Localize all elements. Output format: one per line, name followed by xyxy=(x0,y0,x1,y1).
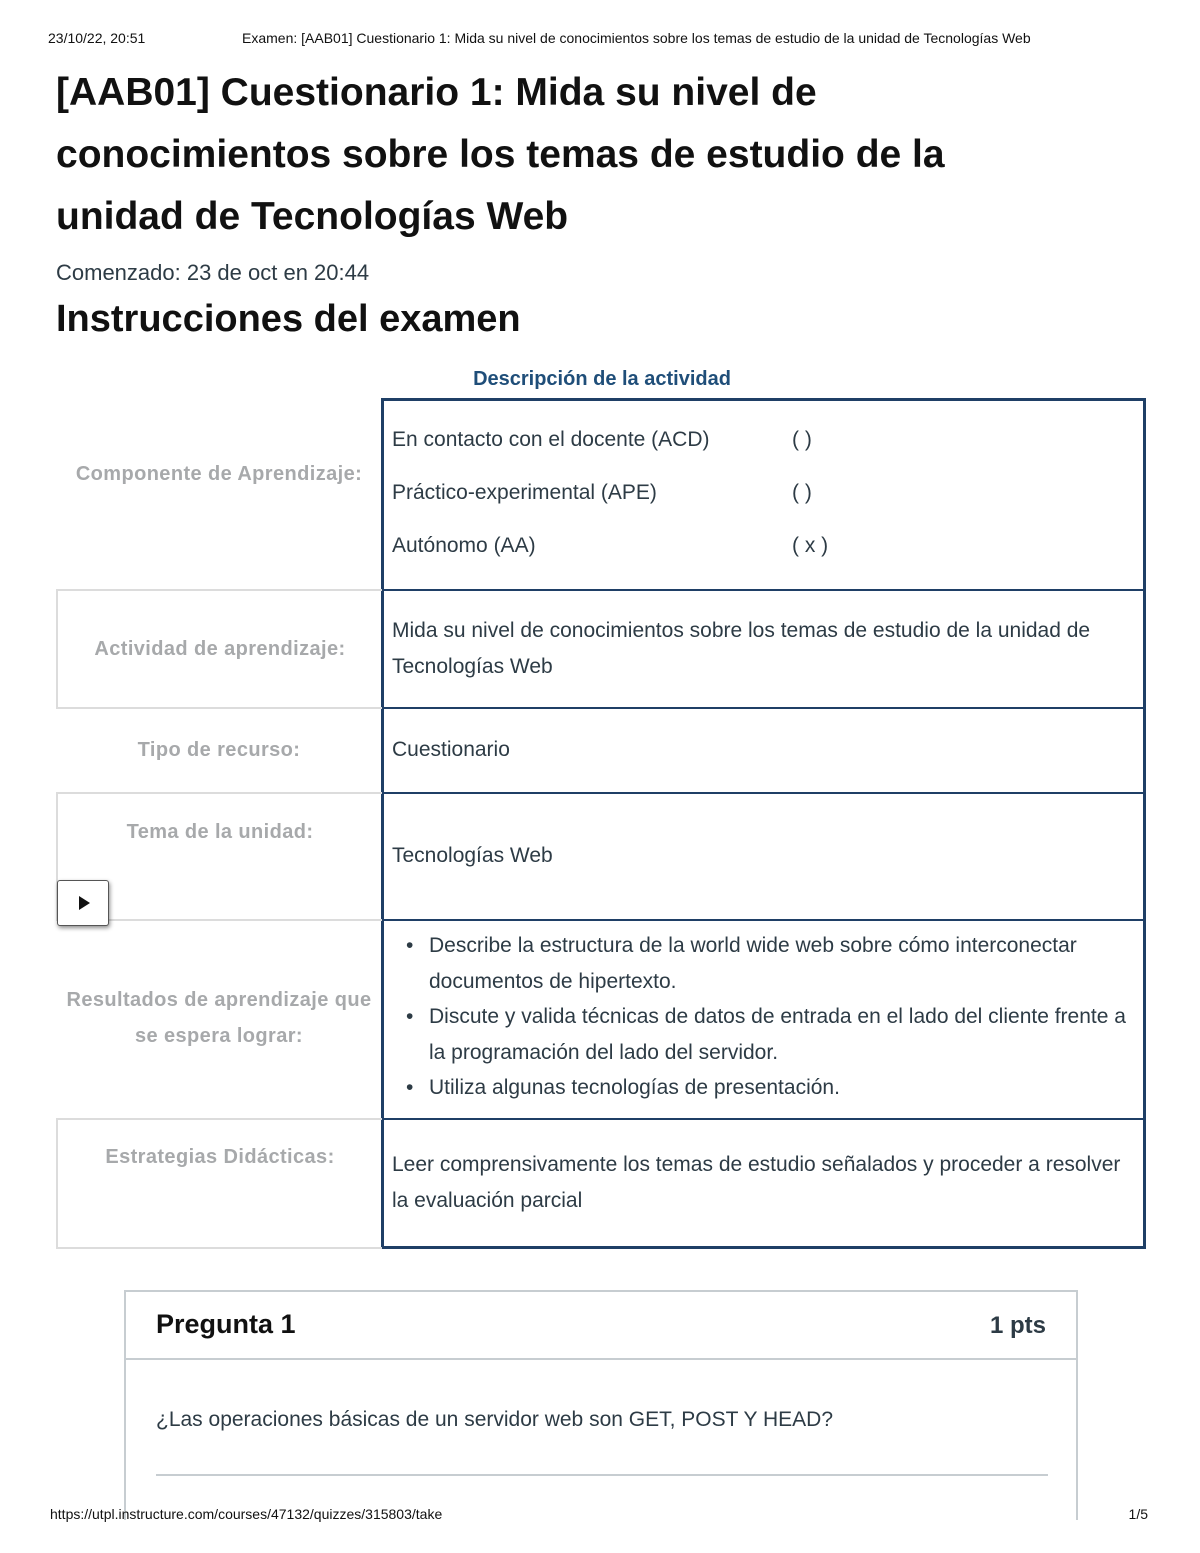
row-divider xyxy=(381,919,1146,921)
component-label-cell xyxy=(56,398,382,589)
question-text: ¿Las operaciones básicas de un servidor web son GET, POST Y HEAD? xyxy=(156,1408,834,1431)
expected-results-label: Resultados de aprendizaje que se espera lograr: xyxy=(66,989,372,1047)
row-divider xyxy=(381,589,1146,591)
quiz-started-time: Comenzado: 23 de oct en 20:44 xyxy=(56,260,370,285)
list-item: • Describe la estructura de la world wide web sobre cómo interconectar documentos de hipertexto. xyxy=(406,928,1138,999)
component-option-ape: Práctico-experimental (APE) xyxy=(392,481,657,504)
quiz-title: [AAB01] Cuestionario 1: Mida su nivel de conocimientos sobre los temas de estudio de la unidad de Tecnologías Web xyxy=(56,71,945,238)
expected-results-list xyxy=(406,928,1138,1106)
question-title: Pregunta 1 xyxy=(156,1309,296,1339)
print-document-title: Examen: [AAB01] Cuestionario 1: Mida su nivel de conocimientos sobre los temas de estudio de la unidad de Tecnologías Web xyxy=(242,30,1031,46)
component-option-acd: En contacto con el docente (ACD) xyxy=(392,428,710,451)
component-mark-acd: ( ) xyxy=(792,428,812,451)
play-button[interactable] xyxy=(57,880,109,926)
instructions-heading: Instrucciones del examen xyxy=(56,298,521,340)
expected-results-label-cell xyxy=(56,921,382,1118)
didactic-strategies-label: Estrategias Didácticas: xyxy=(105,1146,335,1168)
list-item: • Utiliza algunas tecnologías de presentación. xyxy=(406,1070,1138,1106)
activity-description-caption: Descripción de la actividad xyxy=(473,368,731,390)
didactic-strategies-label-cell xyxy=(56,1118,382,1249)
question-card xyxy=(124,1290,1078,1520)
activity-value-column xyxy=(381,398,1146,1249)
learning-activity-label-cell xyxy=(56,589,382,709)
component-mark-ape: ( ) xyxy=(792,481,812,504)
component-label: Componente de Aprendizaje: xyxy=(75,463,363,485)
question-header xyxy=(126,1292,1076,1360)
didactic-strategies-value: Leer comprensivamente los temas de estudio señalados y proceder a resolver la evaluación parcial xyxy=(392,1153,1121,1212)
question-points: 1 pts xyxy=(989,1312,1046,1339)
row-divider xyxy=(381,792,1146,794)
list-item: • Discute y valida técnicas de datos de entrada en el lado del cliente frente a la programación del lado del servidor. xyxy=(406,999,1138,1070)
question-divider xyxy=(156,1474,1048,1476)
print-url: https://utpl.instructure.com/courses/47132/quizzes/315803/take xyxy=(50,1506,443,1522)
resource-type-value: Cuestionario xyxy=(392,738,510,761)
unit-topic-label: Tema de la unidad: xyxy=(126,821,314,843)
resource-type-label-cell xyxy=(56,709,382,792)
print-date: 23/10/22, 20:51 xyxy=(48,30,146,46)
row-divider xyxy=(381,707,1146,709)
row-divider xyxy=(381,1118,1146,1120)
component-mark-aa: ( x ) xyxy=(792,534,829,557)
play-icon xyxy=(79,896,90,910)
learning-activity-label: Actividad de aprendizaje: xyxy=(94,638,346,660)
unit-topic-value: Tecnologías Web xyxy=(392,844,553,867)
component-option-aa: Autónomo (AA) xyxy=(392,534,536,557)
print-page-number: 1/5 xyxy=(1128,1506,1148,1522)
resource-type-label: Tipo de recurso: xyxy=(137,739,301,761)
learning-activity-value: Mida su nivel de conocimientos sobre los temas de estudio de la unidad de Tecnologías Web xyxy=(392,619,1091,678)
